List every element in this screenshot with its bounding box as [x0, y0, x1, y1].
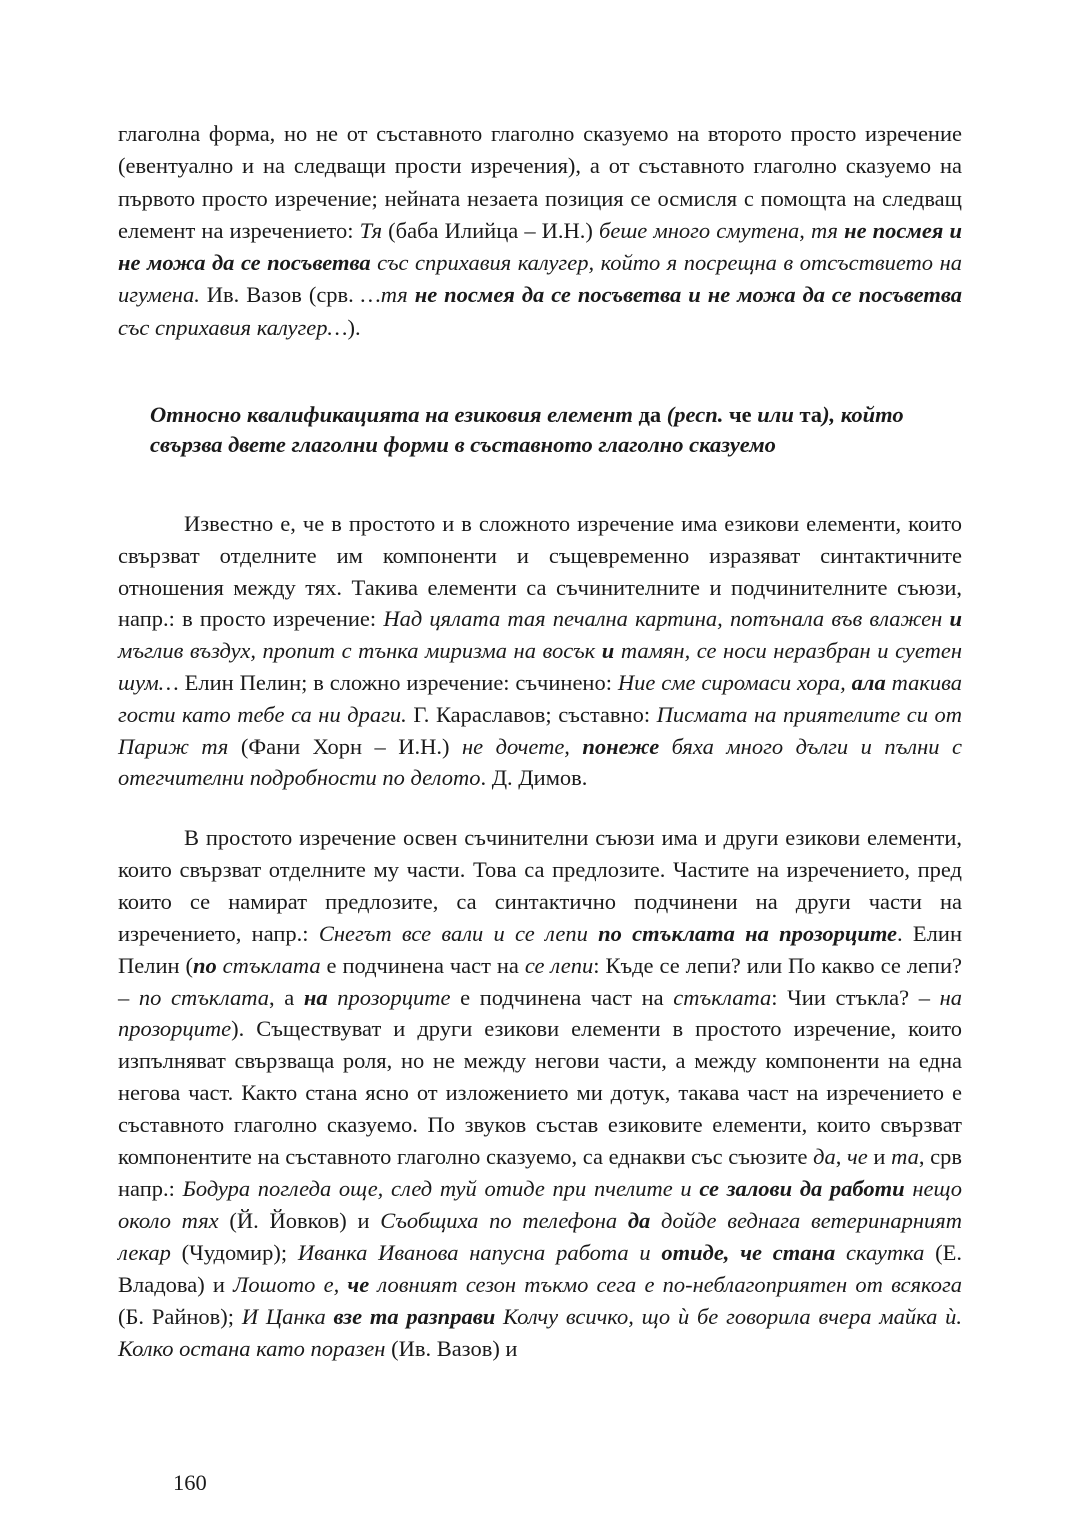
paragraph-prepositions: [118, 822, 962, 1364]
italic-example: скаутка: [835, 1239, 925, 1265]
italic-example: Лошото е,: [233, 1271, 348, 1297]
text-run: , а: [269, 984, 304, 1010]
italic-example: прозорците: [327, 984, 451, 1010]
text-run: ). Съществуват и други езикови елементи в простото изречение, които изпълняват свързваща роля, но не между негови части, а между компоненти на една негова част. Както стана ясно от изложението ми дотук, такава част на изречението е съставното глаголно сказуемо. По звуков състав езиковите елементи, които свързват компонентите на съставното глаголно сказуемо, са еднакви със съюзите: [118, 1016, 962, 1170]
bold-italic-emphasis: и: [949, 606, 962, 632]
bold-italic-emphasis: отиде, че стана: [661, 1239, 836, 1265]
heading-text: Относно квалификацията на езиковия елемент: [150, 402, 639, 427]
italic-example: не дочете,: [461, 733, 583, 759]
bold-italic-emphasis: се залови да работи: [699, 1175, 905, 1201]
text-run: Елин Пелин; в сложно изречение: съчинено:: [178, 669, 618, 695]
italic-example: Над цялата тая печална картина, потънала във влажен: [383, 606, 950, 632]
italic-example: Ние сме сиромаси хора,: [617, 669, 852, 695]
text-run: е подчинена част на: [320, 952, 525, 978]
italic-example: Съобщиха по телефона: [380, 1207, 628, 1233]
bold-italic-emphasis: не посмея и не можа да се посъветва: [118, 217, 963, 276]
bold-italic-emphasis: да: [627, 1207, 651, 1233]
bold-italic-emphasis: взе та разправи: [333, 1303, 496, 1329]
text-run: , срв напр.:: [118, 1144, 962, 1201]
italic-example: нещо около тях: [118, 1175, 962, 1233]
text-run: и: [867, 1144, 892, 1170]
italic-example: Тя: [359, 217, 383, 243]
text-run: В простото изречение освен съчинителни съюзи има и други езикови елементи, които свързват отделните му части. Това са предлозите. Частите на изречението, пред които се намират предлозите, са синтактично подчинени на други части на изречението, напр.:: [118, 825, 962, 946]
paragraph-continuation: [118, 118, 962, 344]
text-run: Известно е, че в простото и в сложното изречение има езикови елементи, които свързват отделните им компоненти и същевременно изразяват синтактичните отношения между тях. Такива елементи са съчинителните и подчинителните съюзи, напр.: в просто изречение:: [118, 511, 962, 632]
text-run: ,: [835, 1144, 848, 1170]
text-run: глаголна форма, но не от съставното глаголно сказуемо на второто просто изречение (евентуално и на следващи прости изречения), а от съставното глаголно сказуемо на първото просто изречение; нейната незаета позиция се осмисля с помощта на следващ елемент на изречението:: [118, 121, 962, 243]
italic-example: по стъклата: [138, 984, 270, 1010]
italic-example: да: [813, 1144, 836, 1170]
italic-example: та: [891, 1144, 919, 1170]
text-run: е подчинена част на: [450, 984, 674, 1010]
italic-example: мъглив въздух, пропит с тънка миризма на восък: [118, 638, 602, 664]
italic-example: Писмата на приятелите си от Париж тя: [118, 701, 962, 759]
italic-example: със сприхавия калугер…: [118, 314, 348, 340]
italic-example: че: [847, 1144, 868, 1170]
bold-italic-emphasis: по: [192, 952, 217, 978]
italic-example: дойде веднага ветеринарният лекар: [118, 1207, 962, 1265]
page-number: 160: [173, 1470, 207, 1495]
italic-example: беше много смутена, тя: [599, 217, 845, 243]
italic-example: Снегът все вали и се лепи: [318, 920, 599, 946]
bold-italic-emphasis: не посмея да се посъветва и не можа да се посъветва: [414, 282, 962, 308]
italic-example: на прозорците: [118, 984, 963, 1042]
bold-italic-emphasis: и: [601, 638, 615, 664]
text-run: (Фани Хорн – И.Н.): [228, 733, 462, 759]
heading-text: или: [751, 402, 800, 427]
text-run: (Ив. Вазов) и: [385, 1335, 518, 1361]
text-run: (Е. Владова) и: [118, 1239, 962, 1297]
text-run: (Б. Райнов);: [118, 1303, 242, 1329]
section-heading: [150, 400, 962, 460]
italic-example: със сприхавия калугер, който я посрещна в отсъствието на игумена.: [118, 250, 962, 308]
italic-example: ловният сезон тъкмо сега е по-неблагоприятен от всякога: [369, 1271, 962, 1297]
bold-italic-emphasis: понеже: [582, 733, 660, 759]
heading-text: ), който свързва двете глаголни форми в съставното глаголно сказуемо: [150, 402, 904, 457]
bold-italic-emphasis: че: [347, 1271, 370, 1297]
text-run: (Чудомир);: [170, 1239, 298, 1265]
heading-term: че: [728, 402, 752, 427]
italic-example: такива гости като тебе са ни драги.: [118, 669, 962, 727]
italic-example: бяха много дълги и пълни с отегчителни подробности по делото: [118, 733, 962, 791]
text-run: . Елин Пелин (: [118, 920, 962, 978]
italic-example: Иванка Иванова напусна работа и: [297, 1239, 662, 1265]
heading-text: (респ.: [661, 402, 729, 427]
italic-example: Бодура погледа още, след туй отиде при пчелите и: [182, 1175, 700, 1201]
italic-example: Колчу всичко, що ѝ бе говорила вчера майка ѝ. Колко остана като поразен: [118, 1303, 962, 1361]
italic-example: …тя: [360, 282, 415, 308]
text-run: (баба Илийца – И.Н.): [382, 217, 600, 243]
text-run: : Къде се лепи? или По какво се лепи? –: [118, 952, 963, 1010]
bold-italic-emphasis: ала: [851, 669, 886, 695]
heading-term: да: [638, 402, 662, 427]
italic-example: И Цанка: [241, 1303, 334, 1329]
text-run: Г. Караславов; съставно:: [406, 701, 657, 727]
text-run: : Чии стъкла? –: [771, 984, 940, 1010]
italic-example: стъклата: [216, 952, 321, 978]
heading-term: та: [799, 402, 823, 427]
italic-example: тамян, се носи неразбран и суетен шум…: [118, 638, 962, 695]
bold-italic-emphasis: по стъклата на прозорците: [598, 920, 898, 946]
italic-example: се лепи: [524, 952, 594, 978]
italic-example: стъклата: [673, 984, 772, 1010]
text-run: . Д. Димов.: [480, 765, 588, 791]
bold-italic-emphasis: на: [303, 984, 328, 1010]
text-run: ).: [347, 314, 361, 340]
paragraph-conjunctions: [118, 508, 962, 794]
text-run: (Й. Йовков) и: [218, 1207, 381, 1233]
text-run: Ив. Вазов (срв.: [199, 282, 361, 308]
